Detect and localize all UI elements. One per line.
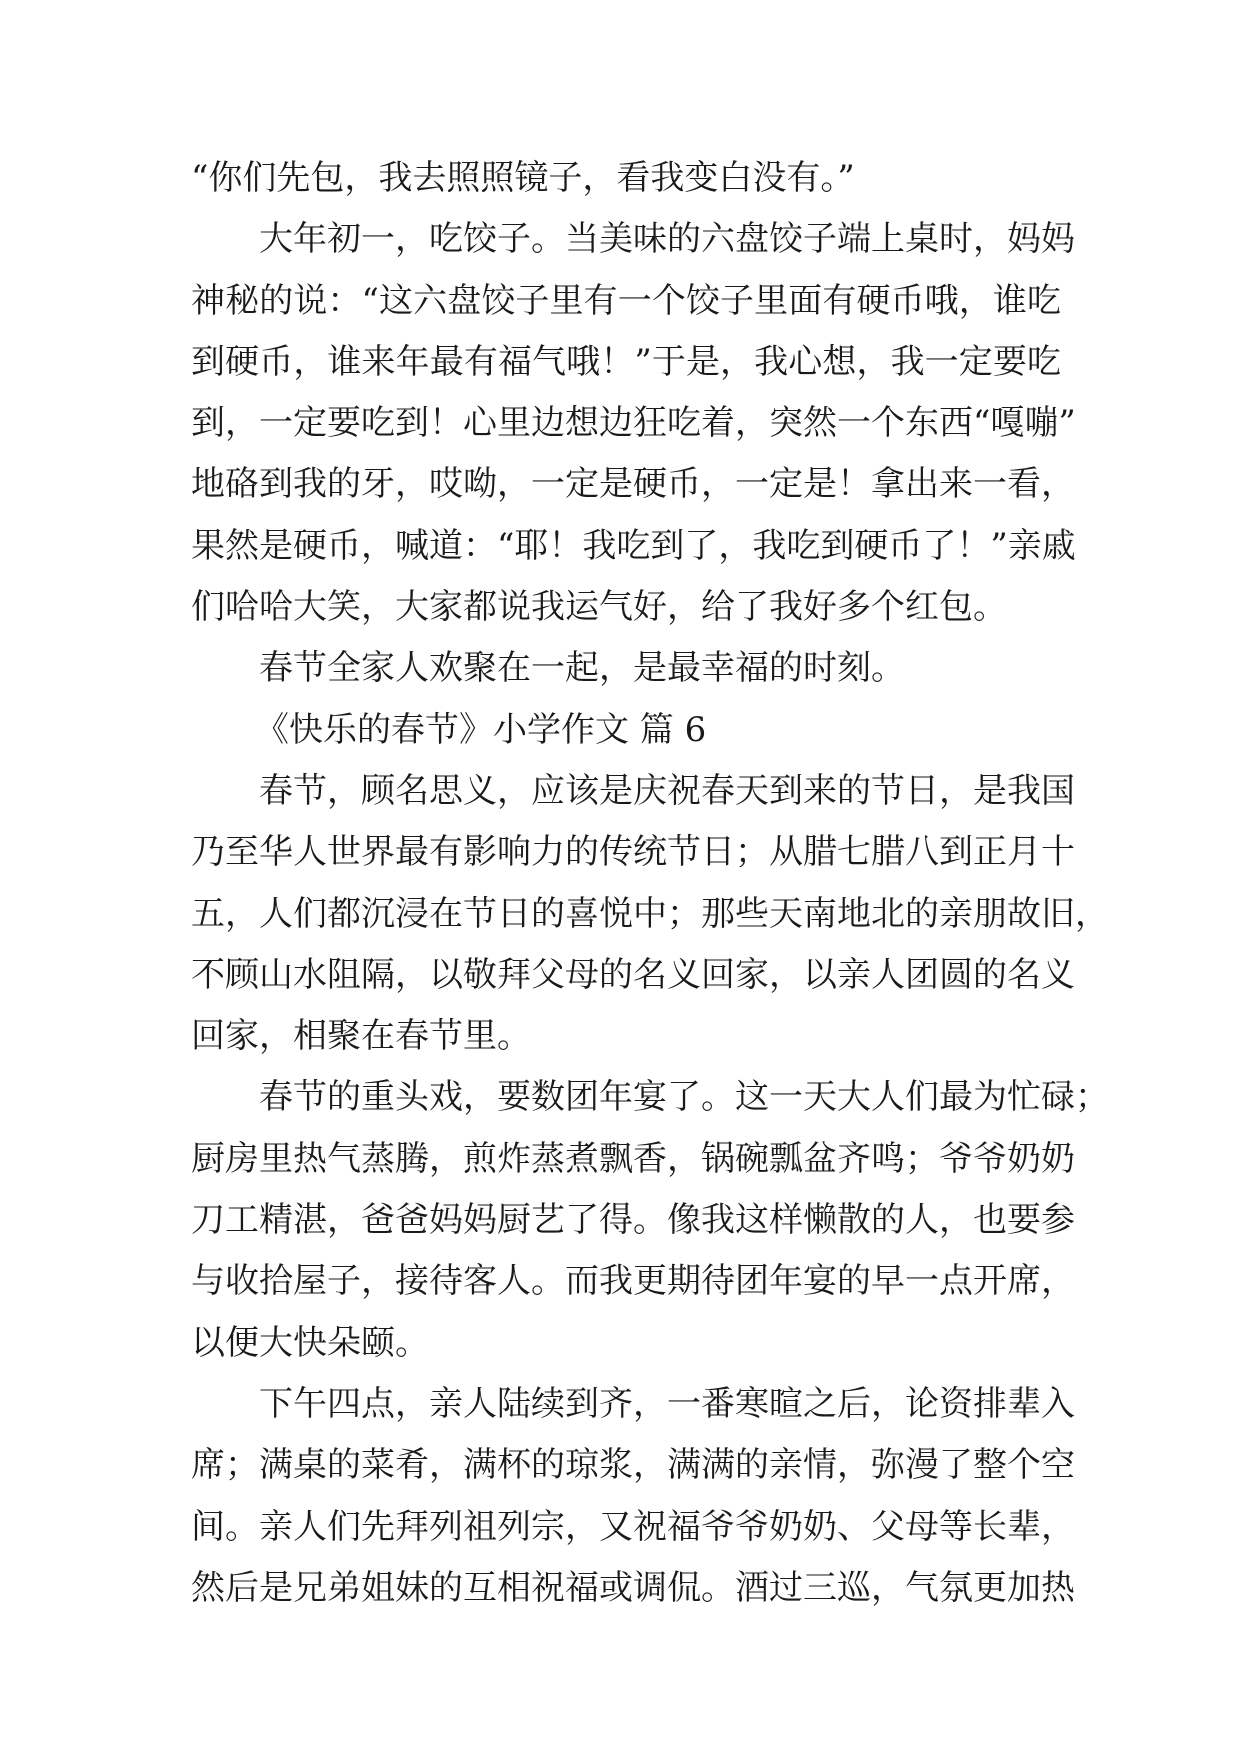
text-line: 春节，顾名思义，应该是庆祝春天到来的节日，是我国 <box>259 770 1075 811</box>
text-line: 五，人们都沉浸在节日的喜悦中；那些天南地北的亲朋故旧， <box>191 893 1109 934</box>
text-line: 地硌到我的牙，哎呦，一定是硬币，一定是！拿出来一看， <box>191 464 1075 505</box>
text-line: 间。亲人们先拜列祖列宗，又祝福爷爷奶奶、父母等长辈， <box>191 1506 1075 1547</box>
text-line: 春节全家人欢聚在一起，是最幸福的时刻。 <box>259 648 905 689</box>
text-line: 刀工精湛，爸爸妈妈厨艺了得。像我这样懒散的人，也要参 <box>191 1200 1075 1241</box>
text-line: 与收拾屋子，接待客人。而我更期待团年宴的早一点开席， <box>191 1261 1075 1302</box>
text-line: 厨房里热气蒸腾，煎炸蒸煮飘香，锅碗瓢盆齐鸣；爷爷奶奶 <box>191 1138 1075 1179</box>
text-line: 回家，相聚在春节里。 <box>191 1016 531 1057</box>
text-line: 到硬币，谁来年最有福气哦！”于是，我心想，我一定要吃 <box>191 341 1061 382</box>
text-line: “你们先包，我去照照镜子，看我变白没有。” <box>191 158 855 198</box>
document-body <box>191 148 1109 1619</box>
text-line: 然后是兄弟姐妹的互相祝福或调侃。酒过三巡，气氛更加热 <box>191 1567 1075 1608</box>
text-line: 春节的重头戏，要数团年宴了。这一天大人们最为忙碌； <box>259 1077 1109 1118</box>
text-line: 下午四点，亲人陆续到齐，一番寒暄之后，论资排辈入 <box>259 1383 1075 1424</box>
section-heading: 《快乐的春节》小学作文 篇 6 <box>255 709 707 750</box>
text-line: 果然是硬币，喊道：“耶！我吃到了，我吃到硬币了！”亲戚 <box>191 525 1076 566</box>
text-line: 席；满桌的菜肴，满杯的琼浆，满满的亲情，弥漫了整个空 <box>191 1445 1075 1486</box>
text-line: 乃至华人世界最有影响力的传统节日；从腊七腊八到正月十 <box>191 832 1075 873</box>
text-line: 神秘的说：“这六盘饺子里有一个饺子里面有硬币哦，谁吃 <box>191 280 1061 321</box>
text-line: 不顾山水阻隔，以敬拜父母的名义回家，以亲人团圆的名义 <box>191 954 1075 995</box>
text-line: 们哈哈大笑，大家都说我运气好，给了我好多个红包。 <box>191 587 1007 628</box>
text-line: 大年初一，吃饺子。当美味的六盘饺子端上桌时，妈妈 <box>259 219 1075 260</box>
text-line: 以便大快朵颐。 <box>191 1322 429 1363</box>
text-line: 到，一定要吃到！心里边想边狂吃着，突然一个东西“嘎嘣” <box>191 403 1076 444</box>
